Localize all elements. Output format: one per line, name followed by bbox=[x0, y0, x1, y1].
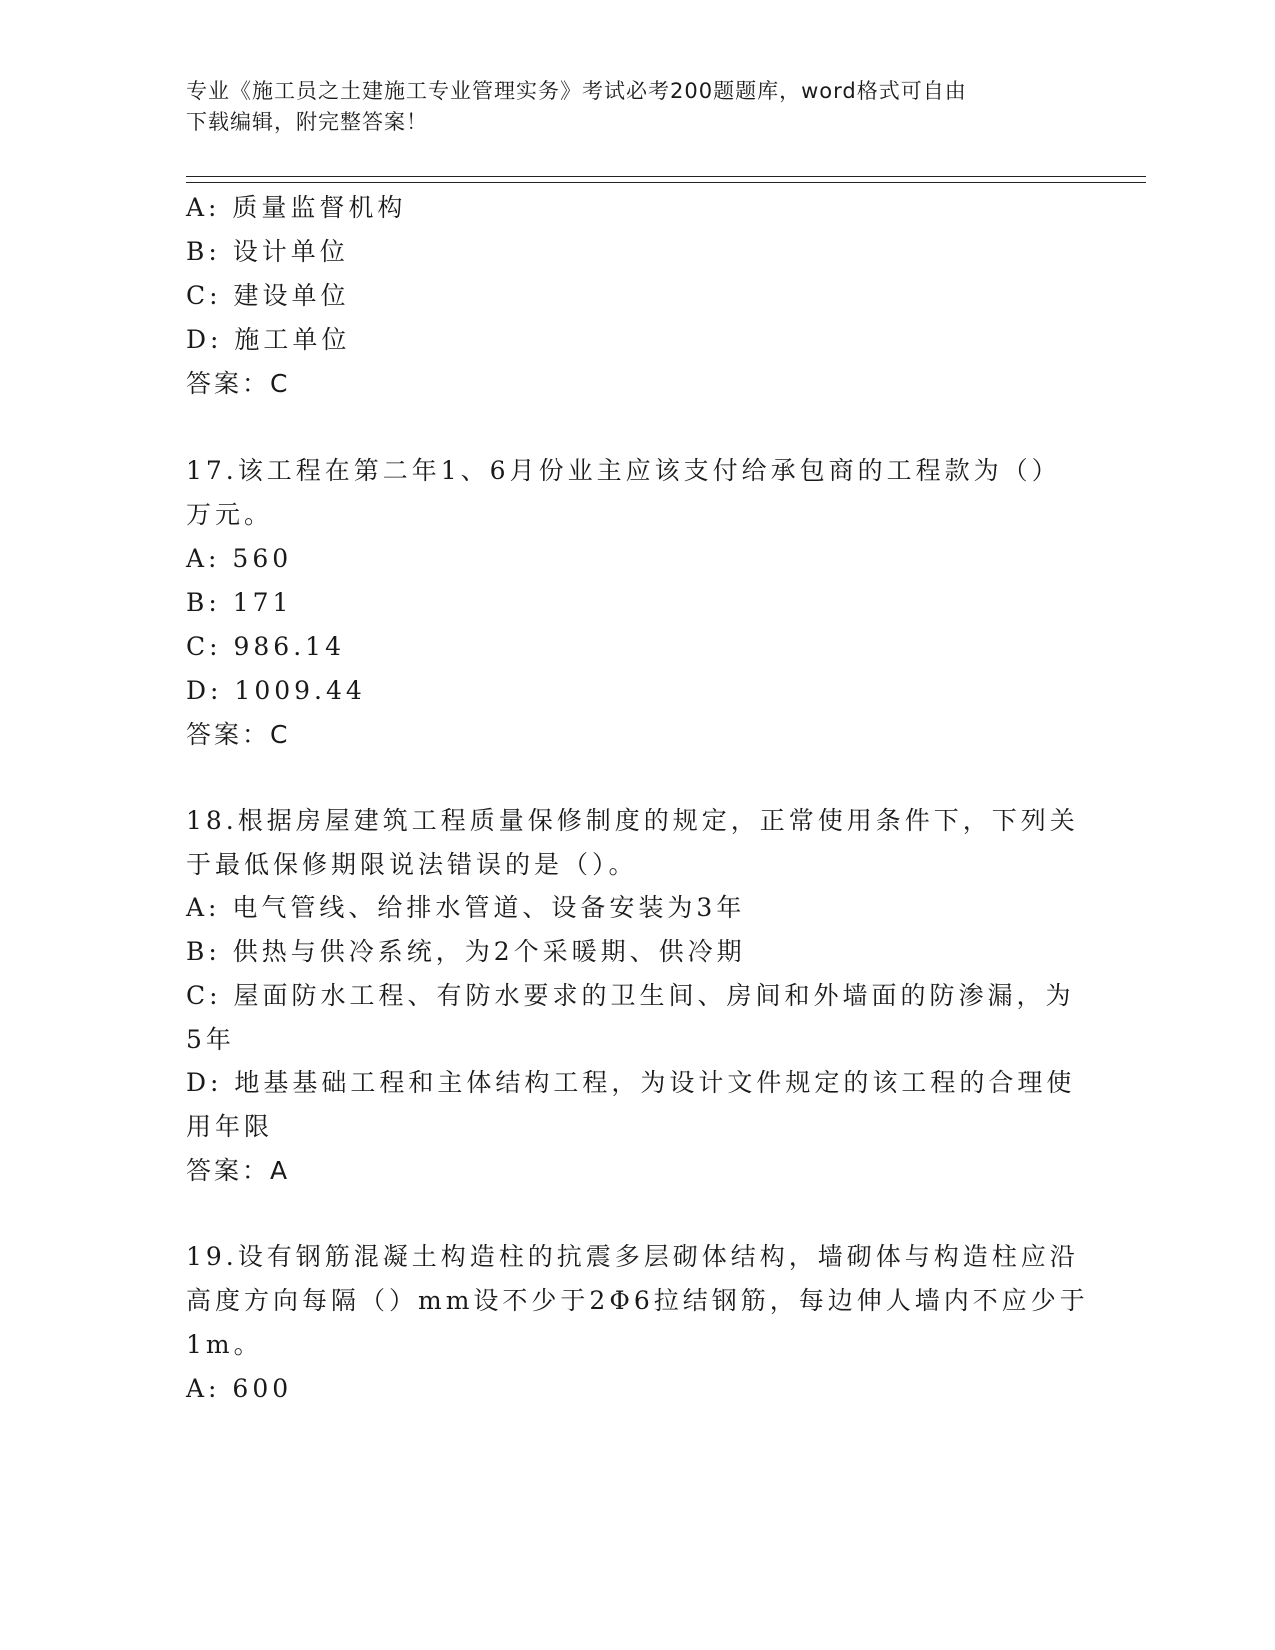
q19-question-line-2: 高度方向每隔（）mm设不少于2Φ6拉结钢筋，每边伸人墙内不应少于 bbox=[186, 1286, 1089, 1315]
q17-question-line-2: 万元。 bbox=[186, 500, 274, 529]
q18-question-line-2: 于最低保修期限说法错误的是（）。 bbox=[186, 850, 638, 879]
q19-question-line-3: 1m。 bbox=[186, 1330, 263, 1359]
q16-option-b: B: 设计单位 bbox=[186, 237, 349, 266]
q18-option-c-line-1: C: 屋面防水工程、有防水要求的卫生间、房间和外墙面的防渗漏，为 bbox=[186, 981, 1075, 1010]
q16-option-d: D: 施工单位 bbox=[186, 325, 351, 354]
header-line-2: 下载编辑，附完整答案！ bbox=[186, 110, 428, 134]
q16-option-a: A: 质量监督机构 bbox=[186, 193, 407, 222]
header-divider-bottom bbox=[186, 182, 1146, 183]
q17-question-line-1: 17.该工程在第二年1、6月份业主应该支付给承包商的工程款为（） bbox=[186, 456, 1061, 485]
q19-question-line-1: 19.设有钢筋混凝土构造柱的抗震多层砌体结构，墙砌体与构造柱应沿 bbox=[186, 1242, 1079, 1271]
q18-answer: 答案：A bbox=[186, 1156, 291, 1185]
header-line-1: 专业《施工员之土建施工专业管理实务》考试必考200题题库，word格式可自由 bbox=[186, 79, 967, 103]
q18-option-a: A: 电气管线、给排水管道、设备安装为3年 bbox=[186, 893, 746, 922]
q18-question-line-1: 18.根据房屋建筑工程质量保修制度的规定，正常使用条件下，下列关 bbox=[186, 806, 1079, 835]
q17-option-b: B: 171 bbox=[186, 588, 293, 617]
document-header bbox=[186, 76, 1086, 138]
q17-option-c: C: 986.14 bbox=[186, 632, 345, 661]
q17-answer: 答案：C bbox=[186, 720, 291, 749]
q16-answer: 答案：C bbox=[186, 369, 291, 398]
q18-option-d-line-2: 用年限 bbox=[186, 1112, 274, 1141]
q17-option-a: A: 560 bbox=[186, 544, 293, 573]
q18-option-c-line-2: 5年 bbox=[186, 1025, 235, 1054]
q19-option-a: A: 600 bbox=[186, 1374, 293, 1403]
q18-option-d-line-1: D: 地基基础工程和主体结构工程，为设计文件规定的该工程的合理使 bbox=[186, 1068, 1076, 1097]
header-divider-top bbox=[186, 176, 1146, 177]
q17-option-d: D: 1009.44 bbox=[186, 676, 366, 705]
q18-option-b: B: 供热与供冷系统，为2个采暖期、供冷期 bbox=[186, 937, 746, 966]
q16-option-c: C: 建设单位 bbox=[186, 281, 350, 310]
